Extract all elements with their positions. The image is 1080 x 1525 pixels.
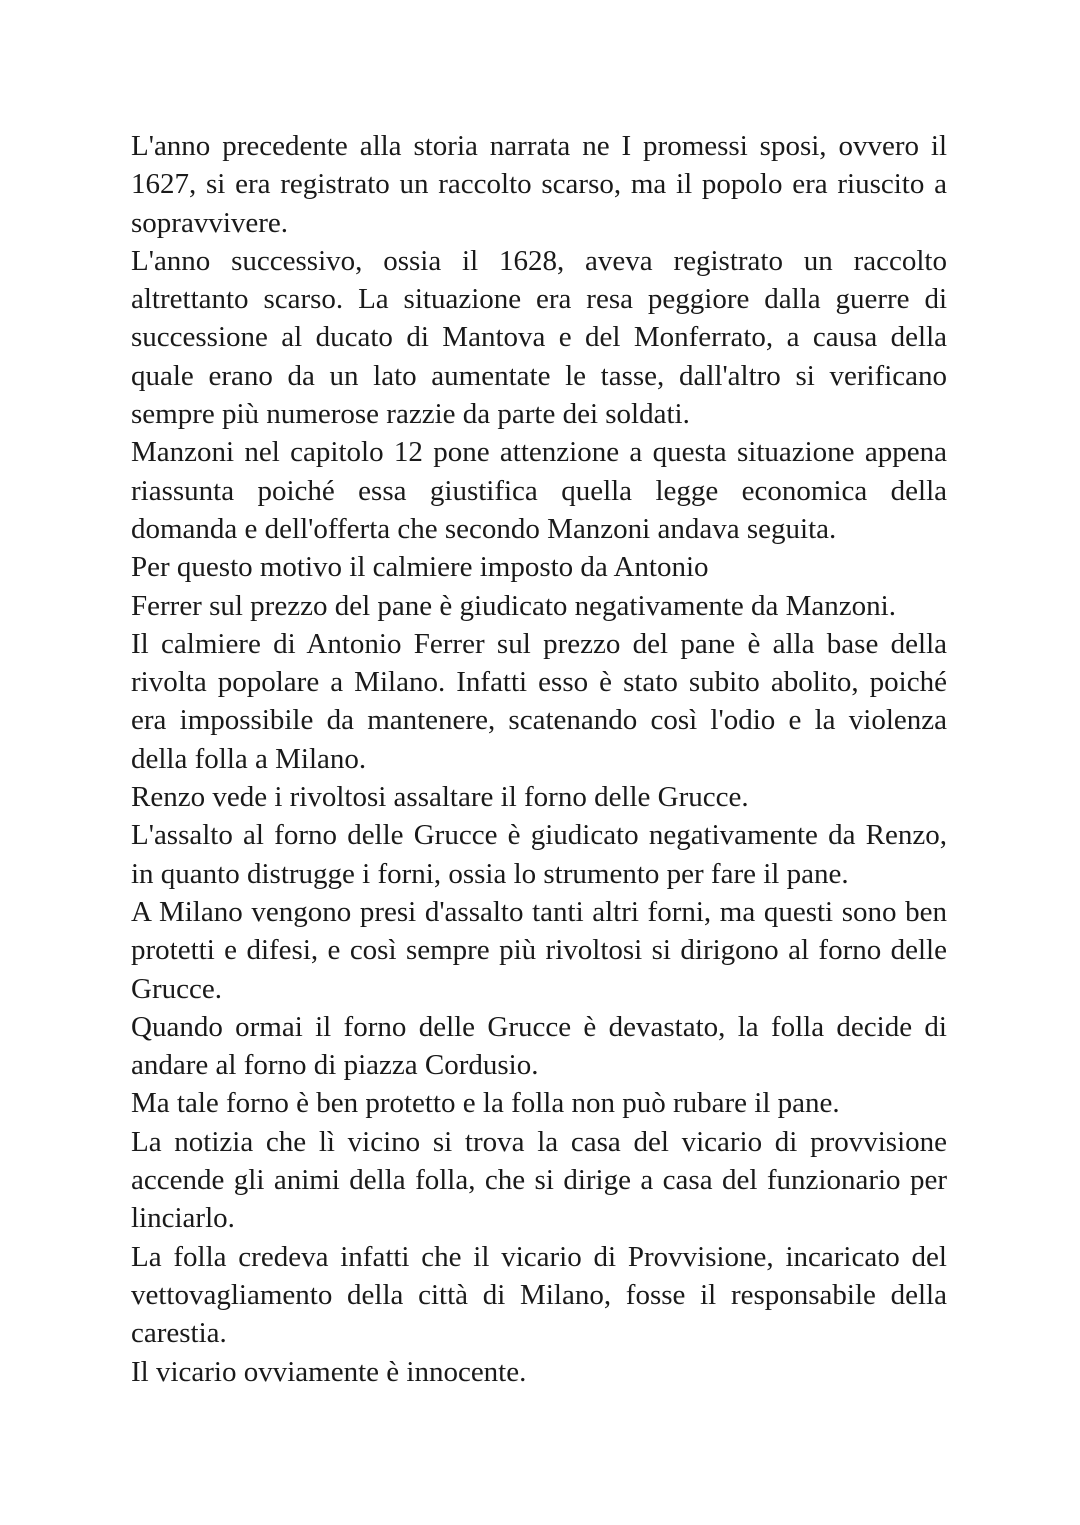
paragraph-8: L'assalto al forno delle Grucce è giudicato negativamente da Renzo, in quanto distrugge i forni, ossia lo strumento per fare il pane.	[131, 819, 947, 890]
paragraph-6: Il calmiere di Antonio Ferrer sul prezzo del pane è alla base della rivolta popolare a Milano. Infatti esso è stato subito abolito, poiché era impossibile da mantenere, scatenando così l'odio e la violenza della folla a Milano.	[131, 627, 947, 775]
document-body	[131, 127, 947, 1391]
paragraph-3: Manzoni nel capitolo 12 pone attenzione a questa situazione appena riassunta poiché essa giustifica quella legge economica della domanda e dell'offerta che secondo Manzoni andava seguita.	[131, 436, 947, 545]
paragraph-12: La notizia che lì vicino si trova la casa del vicario di provvisione accende gli animi della folla, che si dirige a casa del funzionario per linciarlo.	[131, 1125, 947, 1235]
paragraph-14: Il vicario ovviamente è innocente.	[131, 1355, 527, 1388]
paragraph-1: L'anno precedente alla storia narrata ne I promessi sposi, ovvero il 1627, si era registrato un raccolto scarso, ma il popolo era riuscito a sopravvivere.	[131, 130, 947, 239]
paragraph-13: La folla credeva infatti che il vicario di Provvisione, incaricato del vettovagliamento della città di Milano, fosse il responsabile della carestia.	[131, 1240, 947, 1350]
paragraph-2: L'anno successivo, ossia il 1628, aveva registrato un raccolto altrettanto scarso. La situazione era resa peggiore dalla guerre di successione al ducato di Mantova e del Monferrato, a causa della quale erano da un lato aumentate le tasse, dall'altro si verificano sempre più numerose razzie da parte dei soldati.	[131, 244, 947, 431]
paragraph-11: Ma tale forno è ben protetto e la folla non può rubare il pane.	[131, 1087, 840, 1120]
paragraph-4: Per questo motivo il calmiere imposto da Antonio	[131, 551, 709, 584]
paragraph-5: Ferrer sul prezzo del pane è giudicato negativamente da Manzoni.	[131, 589, 896, 622]
paragraph-9: A Milano vengono presi d'assalto tanti altri forni, ma questi sono ben protetti e difesi, e così sempre più rivoltosi si dirigono al forno delle Grucce.	[131, 895, 947, 1005]
paragraph-10: Quando ormai il forno delle Grucce è devastato, la folla decide di andare al forno di piazza Cordusio.	[131, 1010, 947, 1082]
paragraph-7: Renzo vede i rivoltosi assaltare il forno delle Grucce.	[131, 781, 749, 814]
